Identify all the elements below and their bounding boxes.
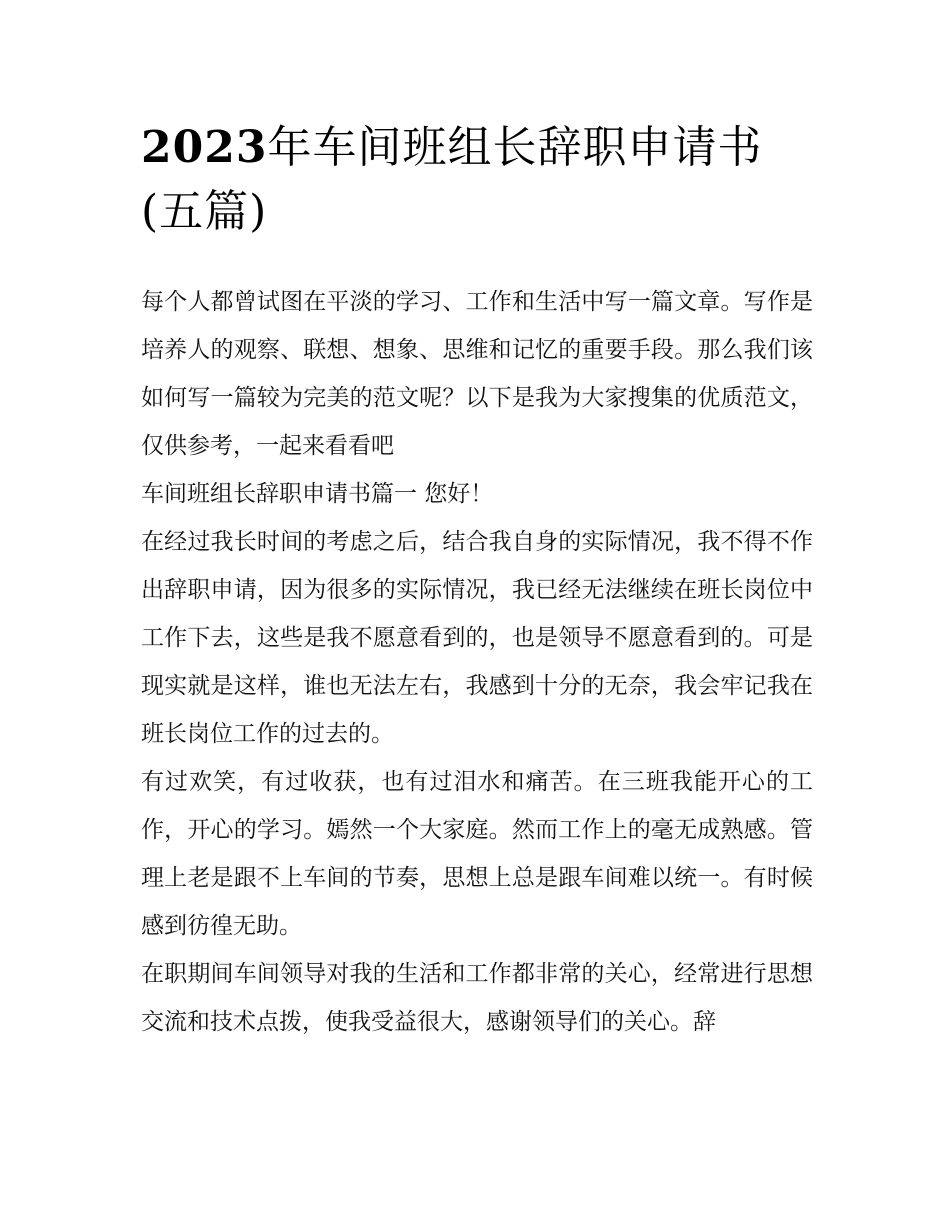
title-year: 2023 xyxy=(141,122,268,173)
paragraph-resignation-reason: 在经过我长时间的考虑之后，结合我自身的实际情况，我不得不作出辞职申请，因为很多的实际情况，我已经无法继续在班长岗位中工作下去，这些是我不愿意看到的，也是领导不愿意看到的。可是现实就是这样，谁也无法左右，我感到十分的无奈，我会牢记我在班长岗位工作的过去的。 xyxy=(141,529,813,747)
document-body xyxy=(141,278,813,1046)
title-text: 年车间班组长辞职申请书(五篇) xyxy=(141,122,763,237)
document-title xyxy=(141,116,821,244)
paragraph-intro: 每个人都曾试图在平淡的学习、工作和生活中写一篇文章。写作是培养人的观察、联想、想象、思维和记忆的重要手段。那么我们该如何写一篇较为完美的范文呢？以下是我为大家搜集的优质范文，仅供参考，一起来看看吧 xyxy=(141,289,813,459)
paragraph-experience: 有过欢笑，有过收获，也有过泪水和痛苦。在三班我能开心的工作，开心的学习。嫣然一个大家庭。然而工作上的毫无成熟感。管理上老是跟不上车间的节奏，思想上总是跟车间难以统一。有时候感到彷徨无助。 xyxy=(141,769,813,939)
paragraph-gratitude: 在职期间车间领导对我的生活和工作都非常的关心，经常进行思想交流和技术点拨，使我受益很大，感谢领导们的关心。辞 xyxy=(141,961,813,1035)
paragraph-section-heading: 车间班组长辞职申请书篇一 您好！ xyxy=(141,481,494,507)
